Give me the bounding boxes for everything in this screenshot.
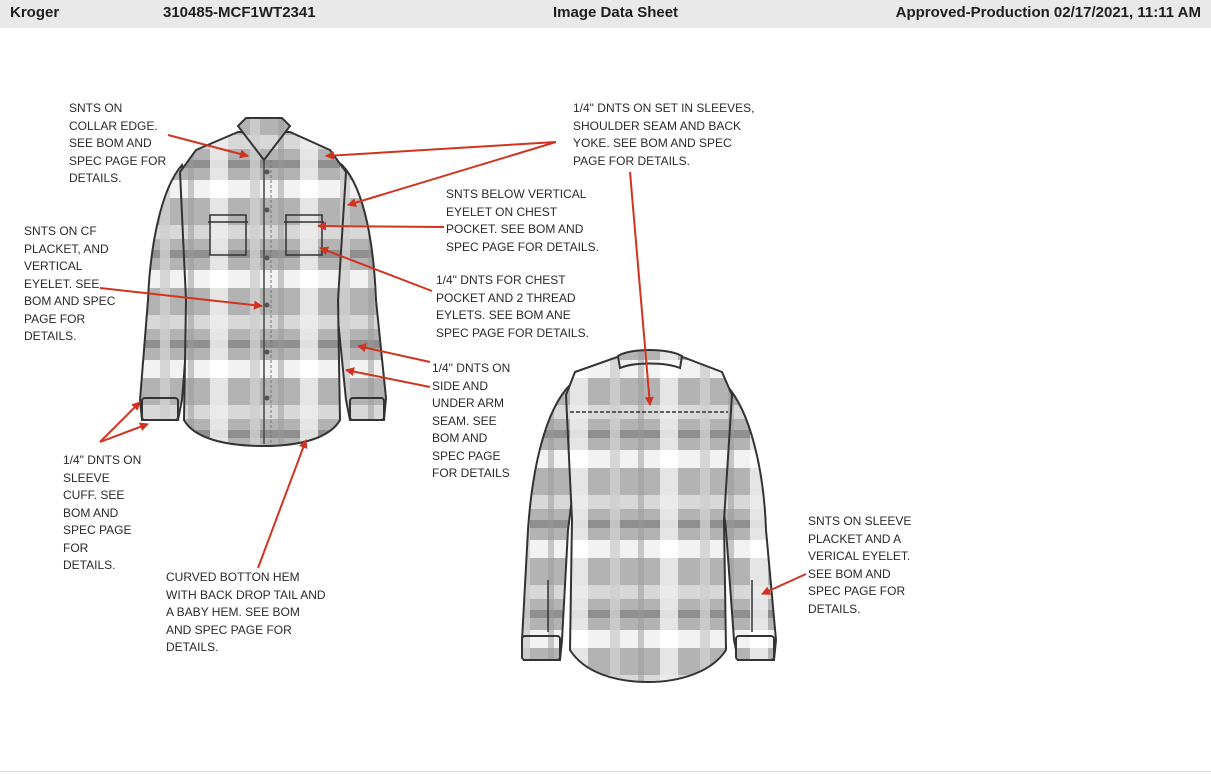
front-right-cuff	[350, 398, 384, 420]
arrow-hem	[258, 440, 306, 568]
callout-cuff: 1/4" DNTS ON SLEEVE CUFF. SEE BOM AND SPEC PAGE FOR DETAILS.	[63, 453, 142, 572]
approval-status: Approved-Production 02/17/2021, 11:11 AM	[895, 4, 1201, 21]
callout-placket: SNTS ON CF PLACKET, AND VERTICAL EYELET. SEE BOM AND SPEC PAGE FOR DETAILS.	[24, 224, 116, 343]
brand-name: Kroger	[10, 4, 60, 21]
front-left-cuff	[142, 398, 178, 420]
arrow-cuff-2	[100, 424, 148, 442]
back-right-cuff	[736, 636, 774, 660]
arrow-chest-eyelet	[318, 226, 444, 227]
front-shirt-sketch	[140, 118, 386, 446]
back-left-cuff	[522, 636, 560, 660]
callout-collar: SNTS ON COLLAR EDGE. SEE BOM AND SPEC PAGE FOR DETAILS.	[69, 101, 167, 185]
callout-hem: CURVED BOTTON HEM WITH BACK DROP TAIL AND A BABY HEM. SEE BOM AND SPEC PAGE FOR DETAILS.	[166, 570, 326, 654]
footer-divider	[0, 771, 1211, 772]
callout-chest-pocket: 1/4" DNTS FOR CHEST POCKET AND 2 THREAD EYLETS. SEE BOM ANE SPEC PAGE FOR DETAILS.	[436, 273, 589, 340]
sheet-title: Image Data Sheet	[553, 4, 679, 21]
arrow-sleeves-1	[326, 142, 556, 156]
callout-side-seam: 1/4" DNTS ON SIDE AND UNDER ARM SEAM. SEE BOM AND SPEC PAGE FOR DETAILS	[432, 361, 511, 480]
callout-sleeve-placket: SNTS ON SLEEVE PLACKET AND A VERICAL EYELET. SEE BOM AND SPEC PAGE FOR DETAILS.	[808, 514, 912, 616]
front-body	[180, 132, 346, 446]
arrow-cuff-1	[100, 402, 140, 442]
style-code: 310485-MCF1WT2341	[163, 4, 316, 21]
callout-chest-eyelet: SNTS BELOW VERTICAL EYELET ON CHEST POCKET. SEE BOM AND SPEC PAGE FOR DETAILS.	[446, 187, 599, 254]
callout-sleeves: 1/4" DNTS ON SET IN SLEEVES, SHOULDER SEAM AND BACK YOKE. SEE BOM AND SPEC PAGE FOR DETAILS.	[573, 101, 755, 168]
